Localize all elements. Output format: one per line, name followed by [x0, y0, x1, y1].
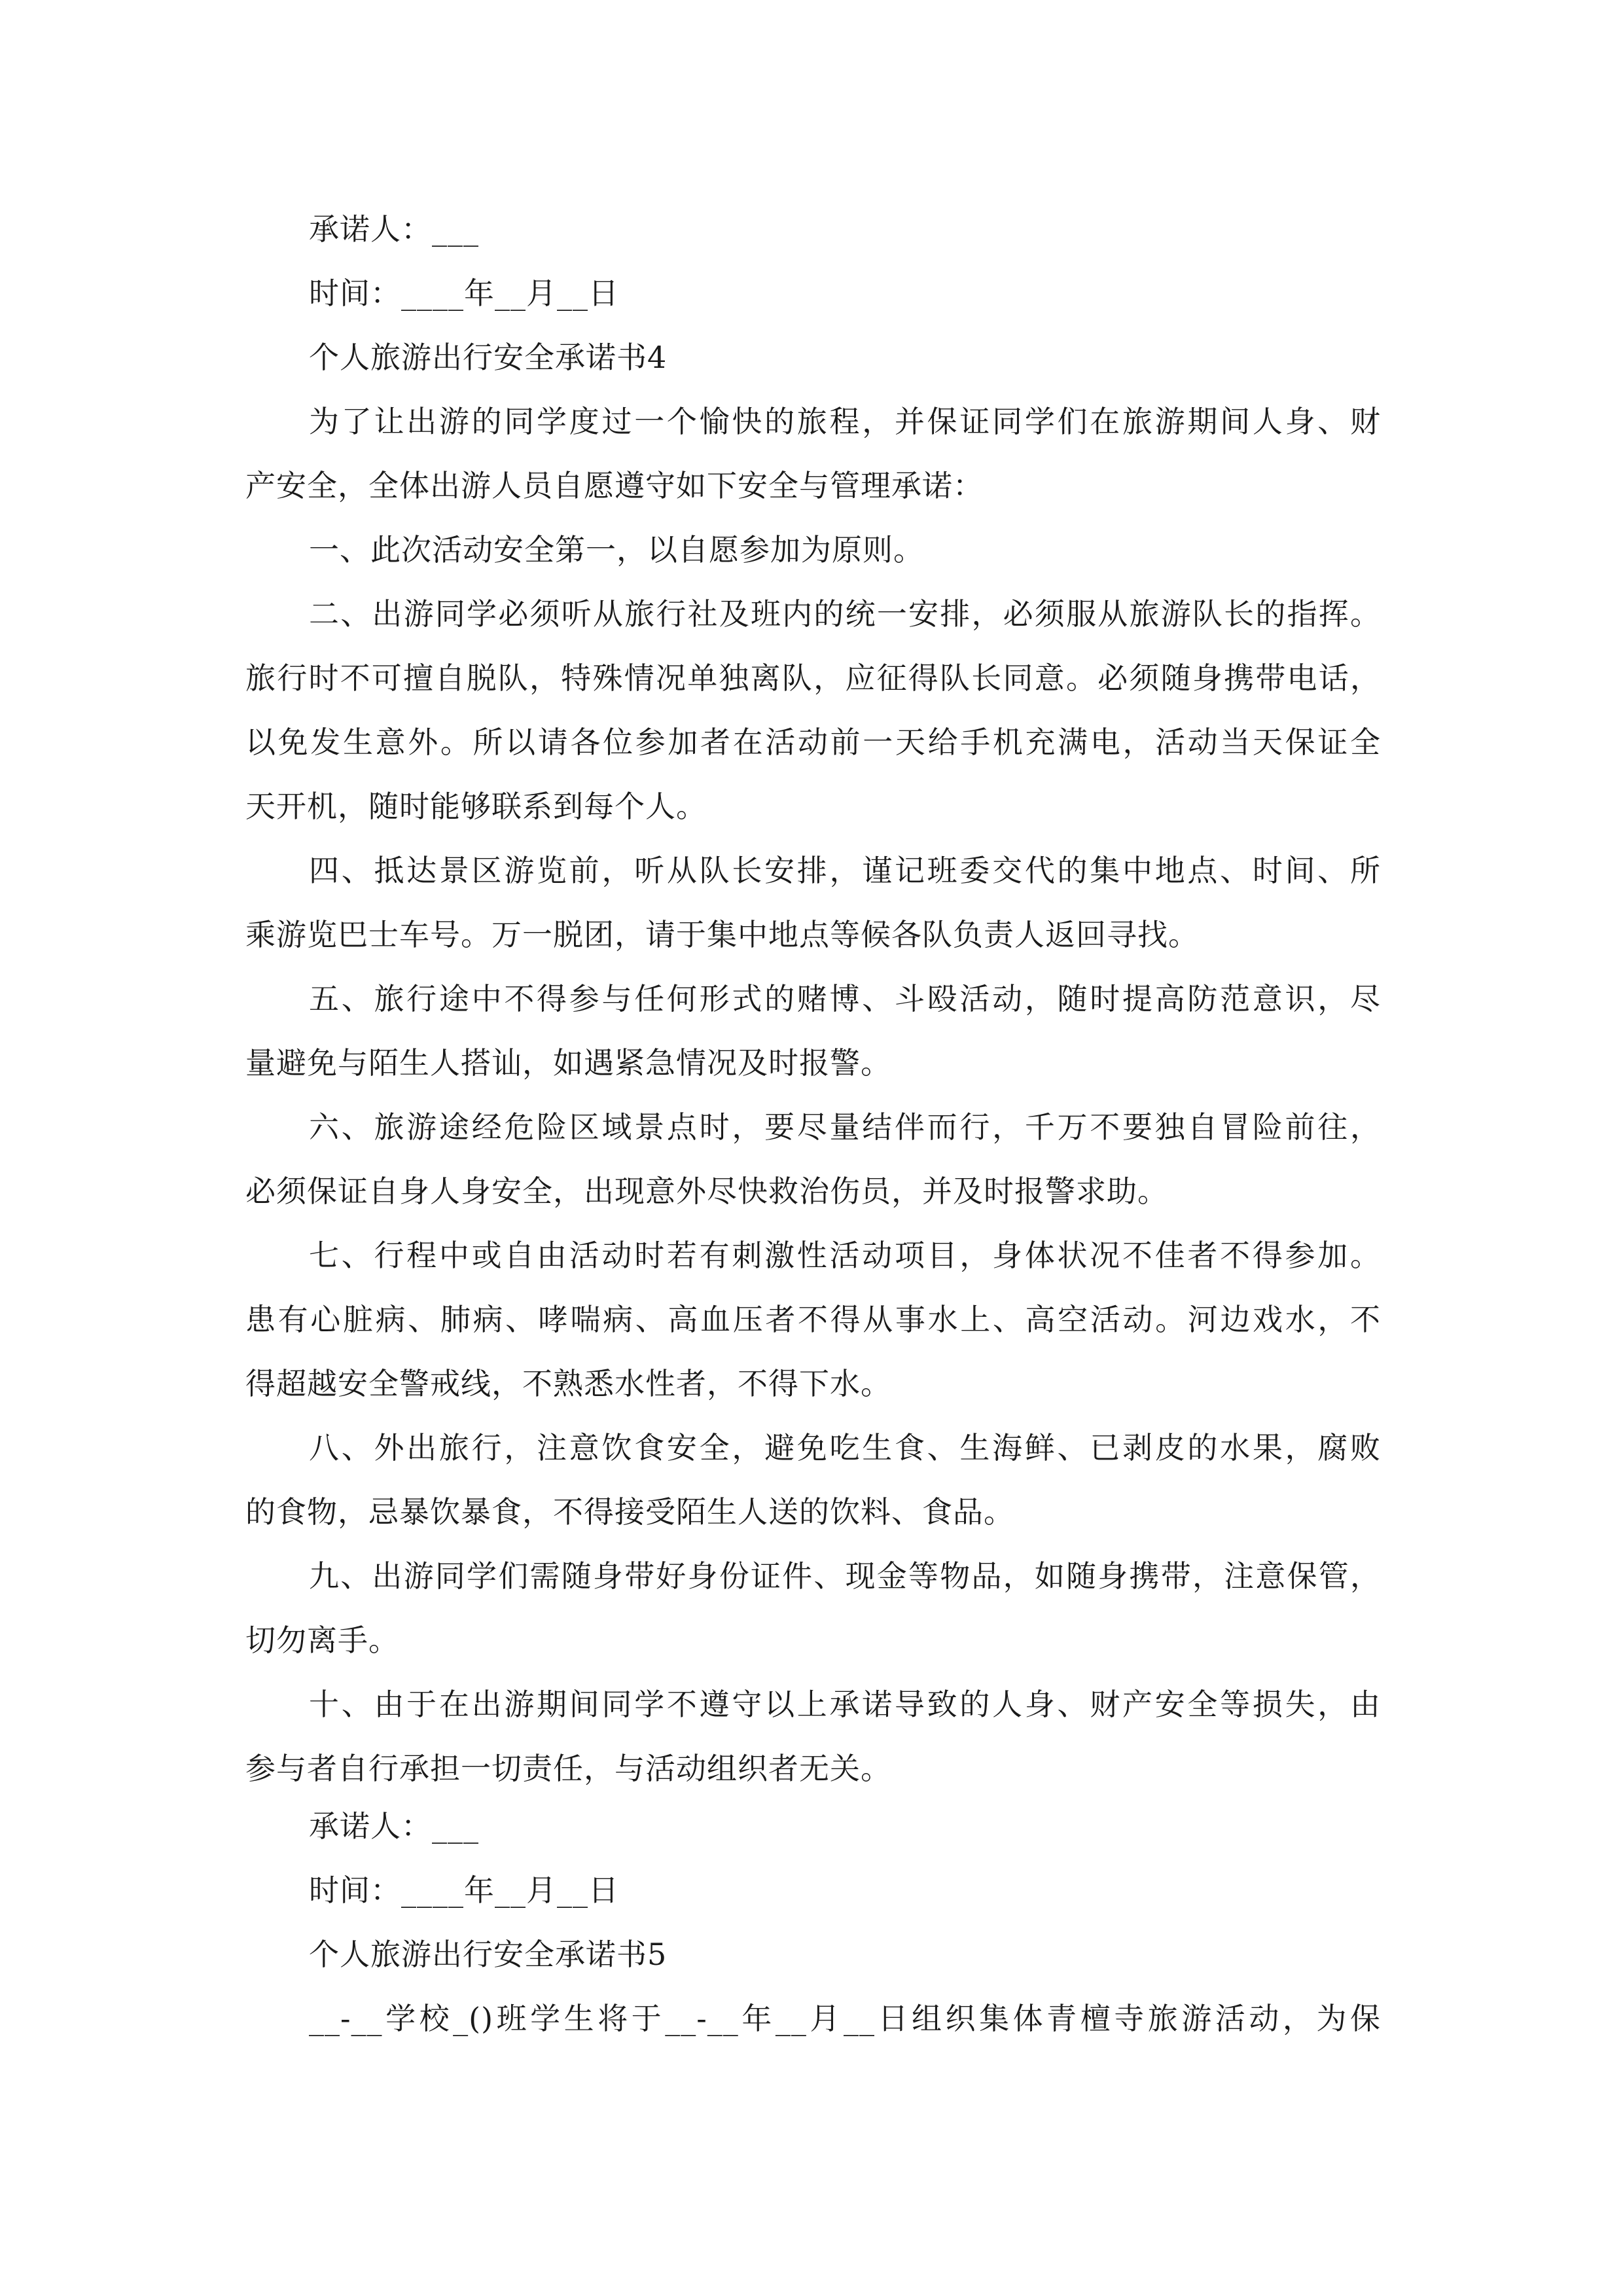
paragraph-line: 必须保证自身人身安全，出现意外尽快救治伤员，并及时报警求助。: [245, 1174, 1168, 1209]
paragraph-line: 的食物，忌暴饮暴食，不得接受陌生人送的饮料、食品。: [245, 1494, 1014, 1530]
paragraph-line: 五、旅行途中不得参与任何形式的赌博、斗殴活动，随时提高防范意识，尽: [309, 981, 1381, 1016]
paragraph-line: 切勿离手。: [245, 1623, 399, 1658]
paragraph-line: 量避免与陌生人搭讪，如遇紧急情况及时报警。: [245, 1045, 891, 1081]
paragraph-line: 十、由于在出游期间同学不遵守以上承诺导致的人身、财产安全等损失，由: [309, 1687, 1381, 1722]
paragraph-line: 一、此次活动安全第一，以自愿参加为原则。: [309, 532, 924, 567]
paragraph-line: 以免发生意外。所以请各位参加者在活动前一天给手机充满电，活动当天保证全: [245, 725, 1381, 760]
paragraph-line: 旅行时不可擅自脱队，特殊情况单独离队，应征得队长同意。必须随身携带电话，: [245, 660, 1381, 696]
date-line: 时间：____年__月__日: [309, 276, 619, 311]
paragraph-line: 二、出游同学必须听从旅行社及班内的统一安排，必须服从旅游队长的指挥。: [309, 596, 1381, 632]
paragraph-line: 九、出游同学们需随身带好身份证件、现金等物品，如随身携带，注意保管，: [309, 1558, 1381, 1594]
paragraph-line: 七、行程中或自由活动时若有刺激性活动项目，身体状况不佳者不得参加。: [309, 1238, 1381, 1273]
paragraph-line: 为了让出游的同学度过一个愉快的旅程，并保证同学们在旅游期间人身、财: [309, 404, 1381, 439]
paragraph-line: 四、抵达景区游览前，听从队长安排，谨记班委交代的集中地点、时间、所: [309, 853, 1381, 888]
paragraph-line: 患有心脏病、肺病、哮喘病、高血压者不得从事水上、高空活动。河边戏水，不: [245, 1302, 1381, 1337]
date-line: 时间：____年__月__日: [309, 1873, 619, 1908]
paragraph-line: 天开机，随时能够联系到每个人。: [245, 789, 707, 824]
paragraph-line: 八、外出旅行，注意饮食安全，避免吃生食、生海鲜、已剥皮的水果，腐败: [309, 1430, 1381, 1465]
paragraph-line: 六、旅游途经危险区域景点时，要尽量结伴而行，千万不要独自冒险前往，: [309, 1109, 1381, 1145]
paragraph-line: 参与者自行承担一切责任，与活动组织者无关。: [245, 1751, 891, 1786]
paragraph-line: __-__学校_()班学生将于__-__年__月__日组织集体青檀寺旅游活动，为保: [309, 2001, 1381, 2036]
section-title: 个人旅游出行安全承诺书5: [309, 1937, 668, 1972]
paragraph-line: 乘游览巴士车号。万一脱团，请于集中地点等候各队负责人返回寻找。: [245, 917, 1199, 952]
signer-line: 承诺人：___: [309, 211, 479, 247]
paragraph-line: 得超越安全警戒线，不熟悉水性者，不得下水。: [245, 1366, 891, 1401]
paragraph-line: 产安全，全体出游人员自愿遵守如下安全与管理承诺：: [245, 468, 984, 503]
section-title: 个人旅游出行安全承诺书4: [309, 340, 668, 375]
signer-line: 承诺人：___: [309, 1808, 479, 1844]
